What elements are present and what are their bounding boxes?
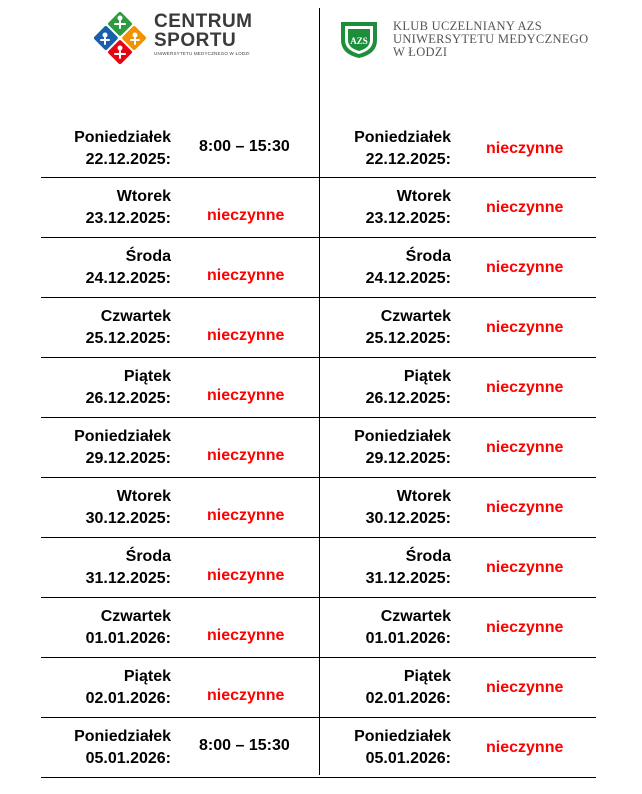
date: 29.12.2025: (365, 450, 451, 467)
day-name: Czwartek (100, 308, 171, 325)
azs-emblem-icon (337, 16, 381, 60)
right-day-date-label (321, 426, 451, 470)
centrum-sportu-hours: nieczynne (207, 267, 285, 284)
left-day-date-label (41, 186, 171, 230)
centrum-sportu-emblem-icon (92, 8, 148, 66)
column-divider (319, 8, 320, 775)
centrum-sportu-subtitle: UNIWERSYTETU MEDYCZNEGO W ŁODZI (154, 51, 250, 56)
date: 01.01.2026: (365, 630, 451, 647)
azs-hours: nieczynne (486, 619, 564, 636)
right-day-date-label (321, 726, 451, 770)
date: 30.12.2025: (85, 510, 171, 527)
azs-club-name: KLUB UCZELNIANY AZS UNIWERSYTETU MEDYCZNEGO W ŁODZI (393, 19, 589, 59)
centrum-sportu-logo (92, 8, 252, 70)
date: 30.12.2025: (365, 510, 451, 527)
azs-hours: nieczynne (486, 379, 564, 396)
left-day-date-label (41, 246, 171, 290)
day-name: Wtorek (396, 188, 451, 205)
date: 23.12.2025: (365, 210, 451, 227)
day-name: Poniedziałek (354, 129, 451, 146)
day-name: Środa (405, 548, 451, 565)
day-name: Wtorek (116, 188, 171, 205)
left-day-date-label (41, 606, 171, 650)
day-name: Poniedziałek (354, 428, 451, 445)
right-day-date-label (321, 246, 451, 290)
row-separator (41, 717, 596, 718)
date: 05.01.2026: (365, 750, 451, 767)
date: 01.01.2026: (85, 630, 171, 647)
date: 22.12.2025: (85, 151, 171, 168)
row-separator (41, 237, 596, 238)
left-day-date-label (41, 366, 171, 410)
left-day-date-label (41, 426, 171, 470)
day-name: Czwartek (100, 608, 171, 625)
date: 02.01.2026: (85, 690, 171, 707)
centrum-sportu-hours: nieczynne (207, 567, 285, 584)
day-name: Środa (125, 548, 171, 565)
date: 29.12.2025: (85, 450, 171, 467)
azs-logo (337, 16, 597, 66)
row-separator (41, 477, 596, 478)
date: 31.12.2025: (85, 570, 171, 587)
date: 05.01.2026: (85, 750, 171, 767)
row-separator (41, 537, 596, 538)
date: 22.12.2025: (365, 151, 451, 168)
right-day-date-label (321, 366, 451, 410)
azs-hours: nieczynne (486, 140, 564, 157)
centrum-sportu-hours: nieczynne (207, 447, 285, 464)
left-day-date-label (41, 486, 171, 530)
left-day-date-label (41, 666, 171, 710)
azs-hours: nieczynne (486, 739, 564, 756)
date: 25.12.2025: (365, 330, 451, 347)
row-separator (41, 357, 596, 358)
day-name: Wtorek (396, 488, 451, 505)
azs-hours: nieczynne (486, 499, 564, 516)
centrum-sportu-hours: nieczynne (207, 687, 285, 704)
centrum-sportu-hours: nieczynne (207, 207, 285, 224)
date: 24.12.2025: (85, 270, 171, 287)
day-name: Piątek (123, 368, 171, 385)
row-separator (41, 597, 596, 598)
day-name: Piątek (403, 368, 451, 385)
right-day-date-label (321, 306, 451, 350)
day-name: Środa (125, 248, 171, 265)
day-name: Piątek (403, 668, 451, 685)
azs-hours: nieczynne (486, 319, 564, 336)
day-name: Poniedziałek (74, 728, 171, 745)
day-name: Czwartek (380, 608, 451, 625)
azs-hours: nieczynne (486, 679, 564, 696)
date: 31.12.2025: (365, 570, 451, 587)
centrum-sportu-title: CENTRUM SPORTU (154, 11, 253, 51)
centrum-sportu-hours: nieczynne (207, 507, 285, 524)
left-day-date-label (41, 726, 171, 770)
day-name: Poniedziałek (74, 129, 171, 146)
date: 24.12.2025: (365, 270, 451, 287)
day-name: Poniedziałek (354, 728, 451, 745)
day-name: Piątek (123, 668, 171, 685)
day-name: Środa (405, 248, 451, 265)
azs-hours: nieczynne (486, 439, 564, 456)
centrum-sportu-hours: nieczynne (207, 627, 285, 644)
row-separator (41, 657, 596, 658)
row-separator (41, 177, 596, 178)
row-separator (41, 777, 596, 778)
right-day-date-label (321, 546, 451, 590)
centrum-sportu-hours: 8:00 – 15:30 (199, 737, 290, 754)
left-day-date-label (41, 306, 171, 350)
right-day-date-label (321, 606, 451, 650)
date: 25.12.2025: (85, 330, 171, 347)
row-separator (41, 297, 596, 298)
centrum-sportu-hours: nieczynne (207, 327, 285, 344)
day-name: Wtorek (116, 488, 171, 505)
date: 26.12.2025: (365, 390, 451, 407)
azs-hours: nieczynne (486, 559, 564, 576)
azs-hours: nieczynne (486, 259, 564, 276)
date: 26.12.2025: (85, 390, 171, 407)
right-day-date-label (321, 486, 451, 530)
row-separator (41, 417, 596, 418)
centrum-sportu-hours: nieczynne (207, 387, 285, 404)
right-day-date-label (321, 666, 451, 710)
right-day-date-label (321, 127, 451, 171)
azs-hours: nieczynne (486, 199, 564, 216)
centrum-sportu-hours: 8:00 – 15:30 (199, 138, 290, 155)
day-name: Czwartek (380, 308, 451, 325)
date: 02.01.2026: (365, 690, 451, 707)
left-day-date-label (41, 546, 171, 590)
left-day-date-label (41, 127, 171, 171)
right-day-date-label (321, 186, 451, 230)
date: 23.12.2025: (85, 210, 171, 227)
svg-text:AZS: AZS (350, 36, 368, 46)
day-name: Poniedziałek (74, 428, 171, 445)
